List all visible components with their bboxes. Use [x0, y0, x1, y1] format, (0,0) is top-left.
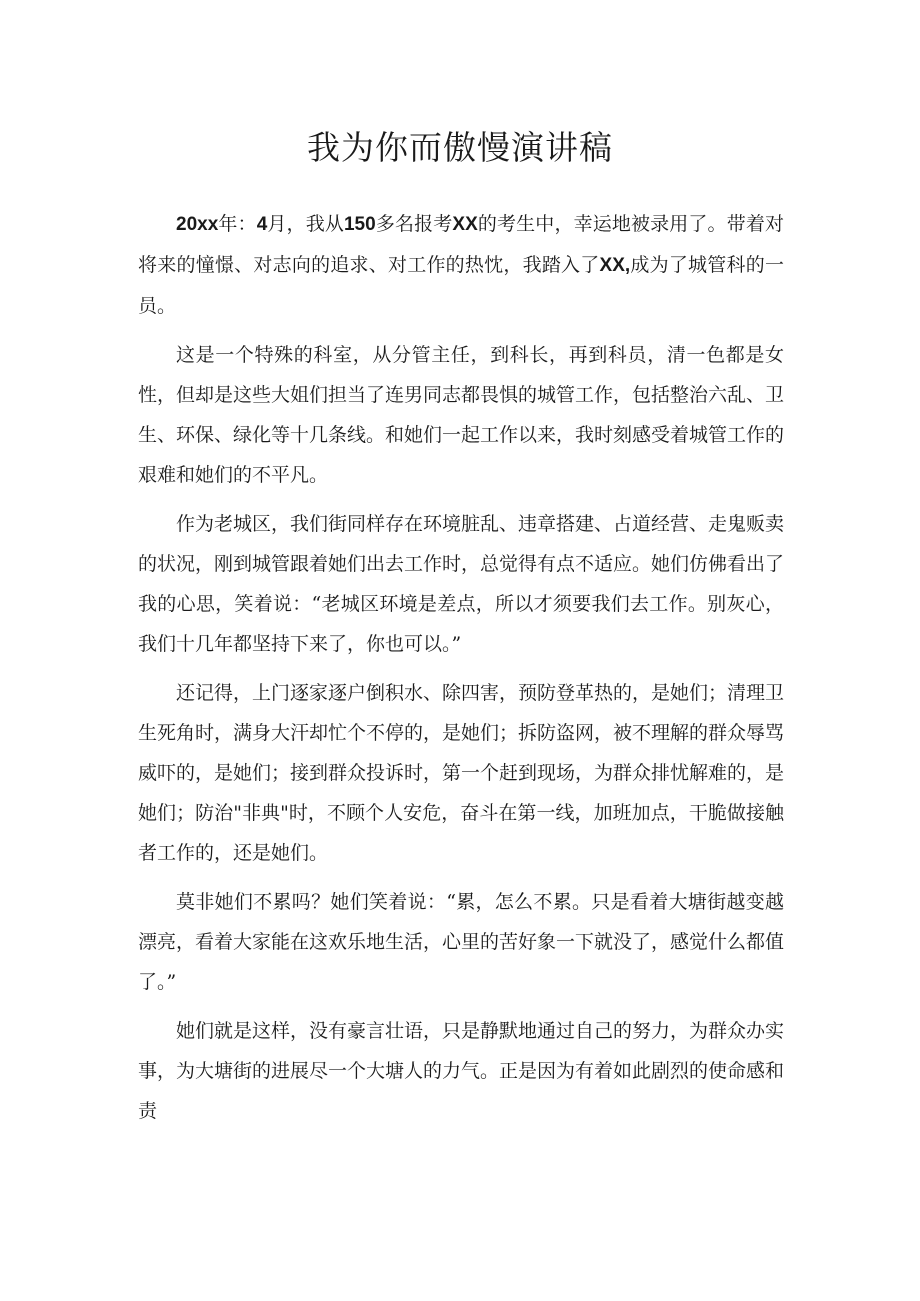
body-paragraph — [138, 335, 784, 495]
text-run: 多名报考 — [375, 213, 453, 235]
document-body — [138, 204, 784, 1131]
text-run: 作为老城区，我们街同样存在环境脏乱、违章搭建、占道经营、走鬼贩卖的状况，刚到城管跟着她们出去工作时，总觉得有点不适应。她们仿佛看出了我的心思，笑着说：“老城区环境是差点，所以才须要我们去工作。别灰心，我们十几年都坚持下来了，你也可以。” — [138, 513, 785, 655]
text-run: 还记得，上门逐家逐户倒积水、除四害，预防登革热的，是她们；清理卫生死角时，满身大汗却忙个不停的，是她们；拆防盗网，被不理解的群众辱骂威吓的，是她们；接到群众投诉时，第一个赶到现场，为群众排忧解难的，是她们；防治"非典"时，不顾个人安危，奋斗在第一线，加班加点，干脆做接触者工作的，还是她们。 — [138, 682, 785, 864]
text-run: 的考生中，幸运地被录用了。带着对将来的憧憬、对志向的追求、对工作的热忱，我踏入了 — [138, 213, 784, 276]
text-run: 莫非她们不累吗？她们笑着说：“累，怎么不累。只是看着大塘街越变越漂亮，看着大家能在这欢乐地生活，心里的苦好象一下就没了，感觉什么都值了。” — [138, 891, 785, 993]
body-paragraph — [138, 673, 784, 873]
text-run: 成为了城管科的一员。 — [138, 254, 784, 317]
body-paragraph — [138, 504, 784, 664]
bold-text-run: XX, — [599, 255, 631, 276]
body-paragraph — [138, 882, 784, 1002]
text-run: 月，我从 — [267, 213, 344, 235]
document-title: 我为你而傲慢演讲稿 — [307, 128, 613, 167]
text-run: 年： — [218, 213, 257, 235]
bold-text-run: 4 — [256, 214, 268, 235]
text-run: 这是一个特殊的科室，从分管主任，到科长，再到科员，清一色都是女性，但却是这些大姐们担当了连男同志都畏惧的城管工作，包括整治六乱、卫生、环保、绿化等十几条线。和她们一起工作以来，我时刻感受着城管工作的艰难和她们的不平凡。 — [138, 344, 785, 486]
body-paragraph — [138, 204, 784, 326]
body-paragraph — [138, 1011, 784, 1131]
bold-text-run: 20xx — [176, 214, 219, 235]
bold-text-run: XX — [452, 214, 478, 235]
text-run: 她们就是这样，没有豪言壮语，只是静默地通过自己的努力，为群众办实事，为大塘街的进展尽一个大塘人的力气。正是因为有着如此剧烈的使命感和责 — [138, 1020, 785, 1122]
bold-text-run: 150 — [343, 214, 376, 235]
